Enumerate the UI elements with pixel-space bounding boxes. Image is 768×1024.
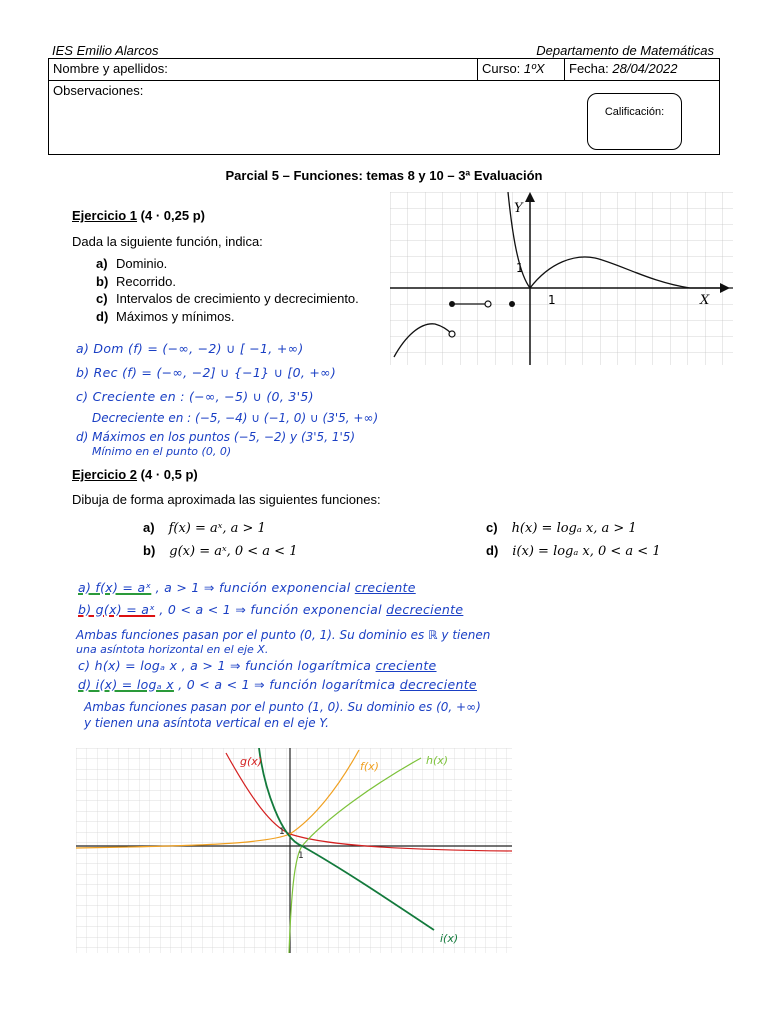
open-point	[485, 301, 491, 307]
label-g: g(x)	[240, 755, 263, 768]
answer-c-word: creciente	[375, 658, 437, 673]
x-axis-label: X	[700, 293, 710, 308]
ex1-heading	[72, 208, 205, 223]
label-f: f(x)	[360, 760, 379, 773]
name-label: Nombre y apellidos:	[53, 61, 168, 76]
answer-d-word: decreciente	[399, 677, 477, 692]
y-axis-label: Y	[514, 201, 523, 216]
func-letter: c)	[486, 520, 498, 535]
observations-label: Observaciones:	[53, 83, 144, 98]
item-text: Recorrido.	[116, 273, 176, 289]
ex1-items	[96, 256, 359, 326]
ex1-answer-c: c) Creciente en : (−∞, −5) ∪ (0, 3'5)	[76, 389, 314, 404]
y-tick-one: 1	[516, 261, 524, 275]
grade-label: Calificación:	[604, 106, 665, 118]
x-tick-one: 1	[548, 293, 556, 307]
grade-box	[587, 93, 682, 150]
ex2-note2-line2: y tienen una asíntota vertical en el eje Y.	[84, 716, 329, 730]
label-one-b: 1	[298, 851, 304, 861]
ex2-points: (4 · 0,5 p)	[140, 467, 198, 482]
ex2-note1-line1: Ambas funciones pasan por el punto (0, 1). Su dominio es ℝ y tienen	[76, 628, 491, 642]
ex1-item	[96, 309, 359, 327]
department-name: Departamento de Matemáticas	[536, 43, 714, 58]
answer-a-rhs: , a > 1 ⇒ función exponencial	[155, 580, 351, 595]
ex1-function-graph	[390, 192, 733, 365]
ex2-heading	[72, 467, 198, 482]
item-text: Dominio.	[116, 256, 168, 271]
ex1-item	[96, 274, 359, 292]
isolated-point	[509, 301, 515, 307]
ex1-answer-b: b) Rec (f) = (−∞, −2] ∪ {−1} ∪ [0, +∞)	[76, 365, 337, 380]
ex2-function-sketch	[76, 748, 512, 953]
answer-c-rhs: , a > 1 ⇒ función logarítmica	[181, 658, 372, 673]
date-cell	[565, 59, 720, 81]
ex2-answer-c	[78, 658, 437, 673]
ex1-prompt: Dada la siguiente función, indica:	[72, 234, 263, 249]
answer-b-lhs: b) g(x) = aˣ	[78, 602, 156, 617]
func-expr: f(x) = aˣ, a > 1	[168, 521, 266, 536]
ex2-function-a	[143, 520, 266, 536]
func-expr: h(x) = logₐ x, a > 1	[511, 521, 637, 536]
course-value: 1ºX	[523, 61, 545, 76]
ex2-answer-a	[78, 580, 416, 595]
item-letter: c)	[96, 291, 108, 306]
ex2-function-b	[143, 543, 297, 559]
answer-d-rhs: , 0 < a < 1 ⇒ función logarítmica	[178, 677, 396, 692]
closed-point	[449, 301, 455, 307]
ex2-answer-d	[78, 677, 477, 692]
item-text: Intervalos de crecimiento y decrecimiento.	[116, 291, 359, 306]
answer-b-rhs: , 0 < a < 1 ⇒ función exponencial	[159, 602, 382, 617]
ex1-item	[96, 256, 359, 274]
exam-title: Parcial 5 – Funciones: temas 8 y 10 – 3ª Evaluación	[225, 168, 543, 183]
date-label: Fecha:	[569, 61, 609, 76]
func-expr: i(x) = logₐ x, 0 < a < 1	[512, 544, 661, 559]
ex2-note2-line1: Ambas funciones pasan por el punto (1, 0). Su dominio es (0, +∞)	[84, 700, 481, 714]
ex1-title: Ejercicio 1	[72, 208, 138, 223]
ex1-answer-c2: Decreciente en : (−5, −4) ∪ (−1, 0) ∪ (3'5, +∞)	[92, 411, 379, 425]
func-letter: b)	[143, 543, 156, 558]
ex2-title: Ejercicio 2	[72, 467, 138, 482]
ex1-points: (4 · 0,25 p)	[140, 208, 205, 223]
name-cell[interactable]	[49, 59, 478, 81]
label-i: i(x)	[440, 932, 459, 945]
answer-d-lhs: d) i(x) = logₐ x	[78, 677, 174, 692]
answer-c-lhs: c) h(x) = logₐ x	[78, 658, 178, 673]
label-h: h(x)	[426, 754, 449, 767]
answer-a-word: creciente	[354, 580, 416, 595]
label-one-a: 1	[279, 827, 285, 837]
answer-a-lhs: a) f(x) = aˣ	[78, 580, 152, 595]
ex1-answer-d2: Mínimo en el punto (0, 0)	[92, 445, 232, 458]
ex1-answer-d: d) Máximos en los puntos (−5, −2) y (3'5, 1'5)	[76, 430, 356, 444]
ex2-function-c	[486, 520, 637, 536]
item-letter: d)	[96, 308, 109, 324]
ex1-item	[96, 291, 359, 309]
course-cell	[478, 59, 565, 81]
ex1-answer-a: a) Dom (f) = (−∞, −2) ∪ [ −1, +∞)	[76, 341, 304, 356]
ex2-note1-line2: una asíntota horizontal en el eje X.	[76, 643, 269, 656]
func-letter: d)	[486, 543, 499, 558]
ex2-function-d	[486, 543, 661, 559]
course-label: Curso:	[482, 61, 521, 76]
ex2-prompt: Dibuja de forma aproximada las siguientes funciones:	[72, 492, 381, 507]
ex2-answer-b	[78, 602, 463, 617]
item-text: Máximos y mínimos.	[116, 308, 235, 324]
item-letter: b)	[96, 273, 109, 289]
open-point	[449, 331, 455, 337]
answer-b-word: decreciente	[386, 602, 464, 617]
func-letter: a)	[143, 520, 155, 535]
date-value: 28/04/2022	[612, 61, 678, 76]
school-name: IES Emilio Alarcos	[52, 43, 159, 58]
func-expr: g(x) = aˣ, 0 < a < 1	[169, 544, 298, 559]
item-letter: a)	[96, 256, 108, 271]
